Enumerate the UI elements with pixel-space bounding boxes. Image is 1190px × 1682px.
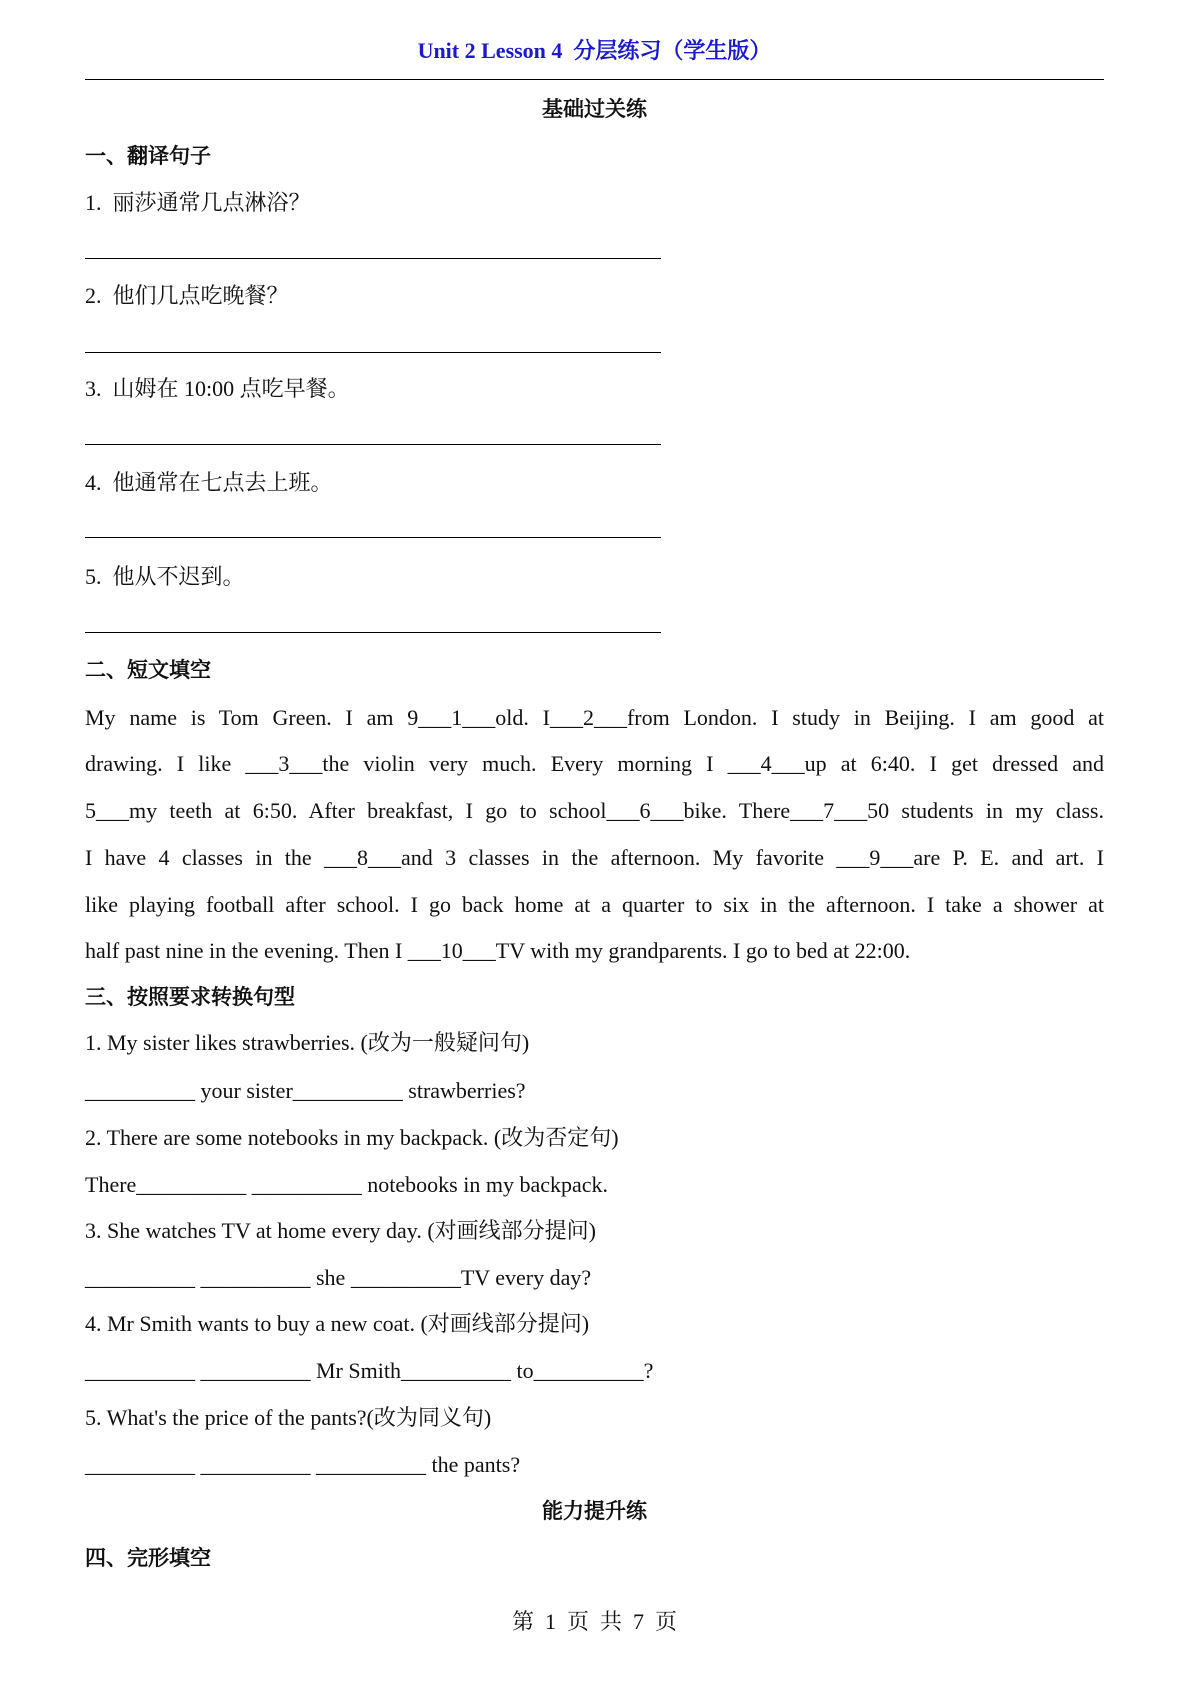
translate-item-5: 5. 他从不迟到。 [85, 564, 245, 589]
passage-text: bike. There [683, 798, 791, 823]
passage-text: half past nine in the evening. Then I [85, 938, 408, 963]
blank-8[interactable]: ___8___ [324, 845, 402, 870]
answer-line-3[interactable] [85, 444, 661, 445]
transform-question: 4. Mr Smith wants to buy a new coat. (对画线部分提问) [85, 1311, 590, 1336]
transform-question: 5. What's the price of the pants?(改为同义句) [85, 1405, 492, 1430]
passage-text: I have 4 classes in the [85, 845, 325, 870]
section-1-heading: 一、翻译句子 [85, 144, 211, 168]
passage-text: my teeth at 6:50. After breakfast, I go to school [129, 798, 607, 823]
passage-line [85, 936, 1104, 966]
passage-text: 50 students in my class. [867, 798, 1104, 823]
blank-5[interactable]: 5___ [85, 798, 129, 823]
passage-line [85, 796, 1104, 826]
passage-line [85, 749, 1104, 779]
blank-3[interactable]: ___3___ [245, 751, 323, 776]
answer-template-line[interactable]: __________ __________ Mr Smith__________ to__________? [85, 1358, 654, 1383]
passage-text: My name is Tom Green. I am 9 [85, 705, 419, 730]
blank-9[interactable]: ___9___ [836, 845, 914, 870]
transform-question: 3. She watches TV at home every day. (对画线部分提问) [85, 1218, 596, 1243]
section-4-heading: 四、完形填空 [85, 1546, 211, 1570]
answer-line-2[interactable] [85, 352, 661, 353]
passage-text: are P. E. and art. I [913, 845, 1105, 870]
passage-text: drawing. I like [85, 751, 246, 776]
answer-template-line[interactable]: __________ __________ __________ the pants? [85, 1452, 521, 1477]
passage-text: like playing football after school. I go back home at a quarter to six in the afternoon. I take a shower at [85, 892, 1104, 917]
document-title: Unit 2 Lesson 4 分层练习（学生版） [417, 38, 772, 63]
blank-4[interactable]: ___4___ [727, 751, 805, 776]
transform-question: 1. My sister likes strawberries. (改为一般疑问句) [85, 1030, 530, 1055]
passage-line [85, 890, 1104, 920]
passage-text: the violin very much. Every morning I [322, 751, 728, 776]
answer-line-1[interactable] [85, 258, 661, 259]
translate-item-1: 1. 丽莎通常几点淋浴？ [85, 190, 311, 215]
translate-item-4: 4. 他通常在七点去上班。 [85, 470, 333, 495]
answer-line-5[interactable] [85, 632, 661, 633]
section-3-heading: 三、按照要求转换句型 [85, 985, 295, 1009]
part-basic-heading: 基础过关练 [542, 97, 647, 121]
passage-text: TV with my grandparents. I go to bed at 22:00. [495, 938, 911, 963]
answer-template-line[interactable]: There__________ __________ notebooks in my backpack. [85, 1172, 609, 1197]
passage-line [85, 703, 1104, 733]
passage-text: and 3 classes in the afternoon. My favorite [401, 845, 837, 870]
blank-7[interactable]: ___7___ [790, 798, 868, 823]
header-rule [85, 79, 1104, 80]
page-footer: 第 1 页 共 7 页 [511, 1609, 677, 1634]
section-2-heading: 二、短文填空 [85, 658, 211, 682]
blank-2[interactable]: ___2___ [549, 705, 627, 730]
passage-text: from London. I study in Beijing. I am good at [626, 705, 1104, 730]
passage-text: up at 6:40. I get dressed and [804, 751, 1105, 776]
passage-line [85, 843, 1104, 873]
blank-1[interactable]: ___1___ [418, 705, 496, 730]
blank-10[interactable]: ___10___ [407, 938, 496, 963]
transform-question: 2. There are some notebooks in my backpack. (改为否定句) [85, 1125, 619, 1150]
answer-line-4[interactable] [85, 537, 661, 538]
passage-text: old. I [495, 705, 550, 730]
translate-item-2: 2. 他们几点吃晚餐？ [85, 283, 289, 308]
blank-6[interactable]: ___6___ [606, 798, 684, 823]
answer-template-line[interactable]: __________ __________ she __________TV every day? [85, 1265, 592, 1290]
translate-item-3: 3. 山姆在 10:00 点吃早餐。 [85, 376, 350, 401]
part-advanced-heading: 能力提升练 [542, 1499, 647, 1523]
answer-template-line[interactable]: __________ your sister__________ strawberries? [85, 1078, 526, 1103]
